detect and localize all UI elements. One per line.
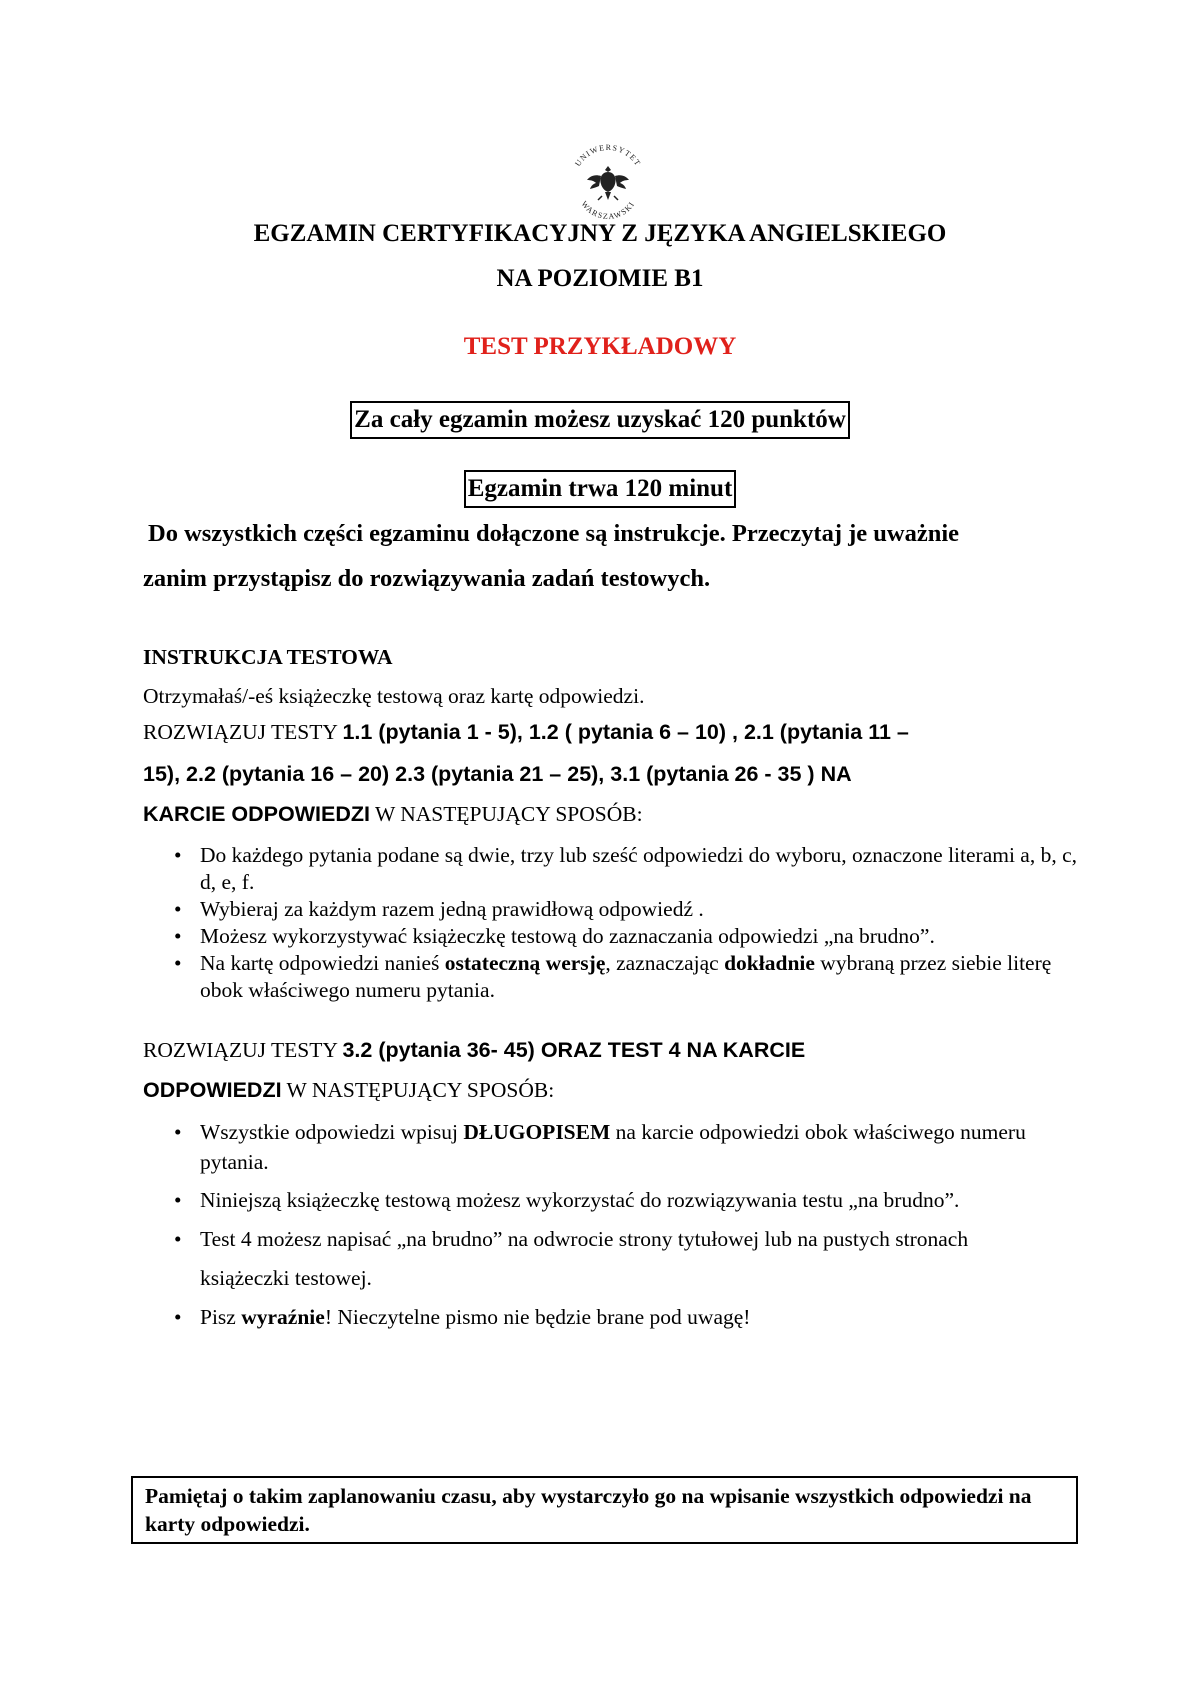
svg-text:WARSZAWSKI — [579, 199, 636, 221]
answer-sheet-label: KARCIE ODPOWIEDZI — [143, 802, 370, 826]
points-box-wrapper — [0, 401, 1200, 439]
section1-line-1 — [143, 720, 909, 745]
list-item: • Wybieraj za każdym razem jedną prawidłową odpowiedź . — [128, 896, 1088, 923]
list-item: • Pisz wyraźnie! Nieczytelne pismo nie będzie brane pod uwagę! — [128, 1298, 1028, 1337]
seal-lower-text: WARSZAWSKI — [579, 199, 637, 222]
intro-line-1: Do wszystkich części egzaminu dołączone są instrukcje. Przeczytaj je uważnie — [148, 520, 960, 547]
list-item: • Na kartę odpowiedzi nanieś ostateczną wersję, zaznaczając dokładnie wybraną przez siebie literę obok właściwego numeru pytania. — [128, 950, 1088, 1004]
eagle-icon — [587, 166, 629, 200]
svg-text:UNIWERSYTET — [573, 143, 643, 168]
intro-line-2: zanim przystąpisz do rozwiązywania zadań testowych. — [143, 565, 711, 592]
section2-prefix: ROZWIĄZUJ TESTY — [143, 1038, 343, 1062]
exam-title: EGZAMIN CERTYFIKACYJNY Z JĘZYKA ANGIELSKIEGO — [253, 220, 947, 247]
points-box: Za cały egzamin możesz uzyskać 120 punktów — [350, 401, 850, 439]
section2-line-1 — [143, 1038, 805, 1063]
reminder-box: Pamiętaj o takim zaplanowaniu czasu, aby wystarczyło go na wpisanie wszystkich odpowiedzi na karty odpowiedzi. — [131, 1476, 1078, 1544]
section2-bullet-list — [128, 1117, 1028, 1337]
sample-test-label: TEST PRZYKŁADOWY — [463, 333, 737, 360]
seal-upper-text: UNIWERSYTET — [573, 142, 643, 169]
list-item: • Niniejszą książeczkę testową możesz wykorzystać do rozwiązywania testu „na brudno”. — [128, 1181, 960, 1220]
section2-tests: 3.2 (pytania 36- 45) ORAZ TEST 4 NA KARCIE — [342, 1038, 806, 1062]
section1-tests: 1.1 (pytania 1 - 5), 1.2 ( pytania 6 – 10) , 2.1 (pytania 11 – — [342, 720, 909, 744]
exam-level: NA POZIOMIE B1 — [496, 265, 704, 292]
list-item: • Test 4 możesz napisać „na brudno” na odwrocie strony tytułowej lub na pustych stronach książeczki testowej. — [128, 1220, 990, 1298]
section2-line-2 — [143, 1078, 554, 1103]
section1-bullet-list — [128, 842, 1088, 1004]
section2-method: W NASTĘPUJĄCY SPOSÓB: — [281, 1078, 555, 1102]
university-seal — [565, 140, 651, 226]
section1-method: W NASTĘPUJĄCY SPOSÓB: — [369, 802, 643, 826]
section1-line-3 — [143, 802, 643, 827]
list-item: • Wszystkie odpowiedzi wpisuj DŁUGOPISEM na karcie odpowiedzi obok właściwego numeru pytania. — [128, 1117, 1028, 1177]
list-item: • Do każdego pytania podane są dwie, trzy lub sześć odpowiedzi do wyboru, oznaczone literami a, b, c, d, e, f. — [128, 842, 1088, 896]
duration-box: Egzamin trwa 120 minut — [464, 470, 737, 508]
instructions-heading: INSTRUKCJA TESTOWA — [143, 645, 393, 669]
section1-line-2: 15), 2.2 (pytania 16 – 20) 2.3 (pytania 21 – 25), 3.1 (pytania 26 - 35 ) NA — [143, 762, 852, 786]
section1-prefix: ROZWIĄZUJ TESTY — [143, 720, 343, 744]
list-item: • Możesz wykorzystywać książeczkę testową do zaznaczania odpowiedzi „na brudno”. — [128, 923, 1088, 950]
duration-box-wrapper — [0, 470, 1200, 508]
answers-label: ODPOWIEDZI — [143, 1078, 282, 1102]
received-note: Otrzymałaś/-eś książeczkę testową oraz kartę odpowiedzi. — [143, 684, 645, 708]
